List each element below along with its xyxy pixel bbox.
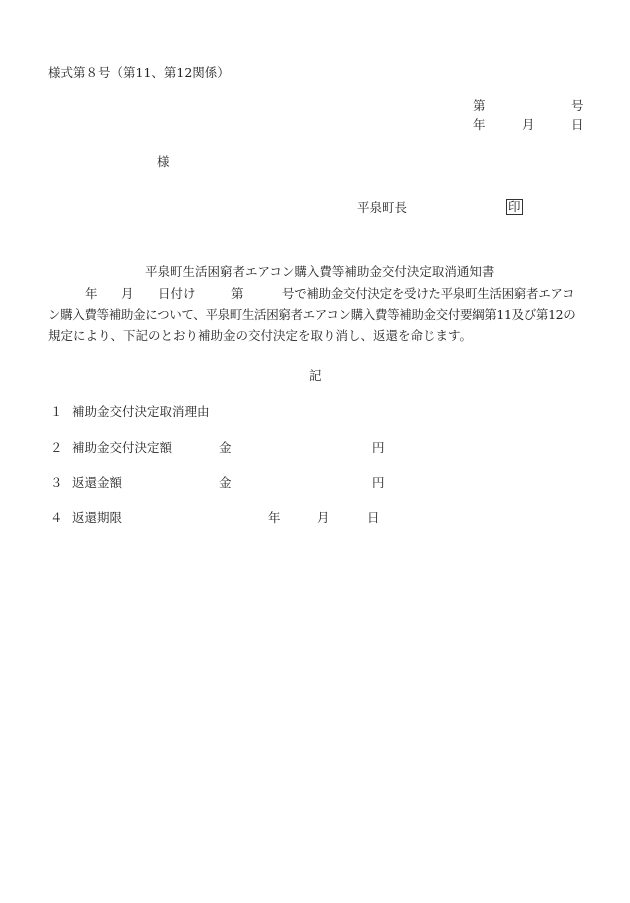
body-line3: 規定により、下記のとおり補助金の交付決定を取り消し、返還を命じます。 (48, 328, 473, 343)
body-year: 年 (85, 286, 98, 301)
body-date: 日付け (158, 286, 196, 301)
body-line1: 号で補助金交付決定を受けた平泉町生活困窮者エアコ (282, 286, 575, 301)
date-day: 日 (571, 117, 584, 132)
item-4-month: 月 (317, 510, 330, 525)
seal-mark: 印 (508, 199, 521, 214)
item-3-no: ３ (50, 475, 63, 490)
body-number: 第 (231, 286, 244, 301)
item-2-label: 補助金交付決定額 (72, 440, 173, 455)
ki-heading: 記 (309, 368, 322, 383)
item-1-no: １ (50, 404, 63, 419)
item-3-unit: 円 (372, 475, 385, 490)
date-year: 年 (473, 117, 486, 132)
item-1-label: 補助金交付決定取消理由 (72, 404, 210, 419)
number-prefix: 第 (473, 98, 486, 113)
item-4-label: 返還期限 (72, 510, 123, 525)
body-line2: ン購入費等補助金について、平泉町生活困窮者エアコン購入費等補助金交付要綱第11及び第12の (48, 307, 576, 322)
item-2-unit: 円 (372, 440, 385, 455)
item-2-no: ２ (50, 440, 63, 455)
date-month: 月 (522, 117, 535, 132)
item-4-day: 日 (367, 510, 380, 525)
addressee-suffix: 様 (157, 154, 170, 169)
issuer-title: 平泉町長 (357, 200, 408, 215)
body-month: 月 (121, 286, 134, 301)
number-suffix: 号 (571, 98, 584, 113)
item-4-no: ４ (50, 510, 63, 525)
document-title: 平泉町生活困窮者エアコン購入費等補助金交付決定取消通知書 (145, 264, 495, 279)
item-3-prefix: 金 (219, 475, 232, 490)
item-2-prefix: 金 (219, 440, 232, 455)
item-4-year: 年 (268, 510, 281, 525)
form-id: 様式第８号（第11、第12関係） (48, 65, 230, 80)
item-3-label: 返還金額 (72, 475, 123, 490)
